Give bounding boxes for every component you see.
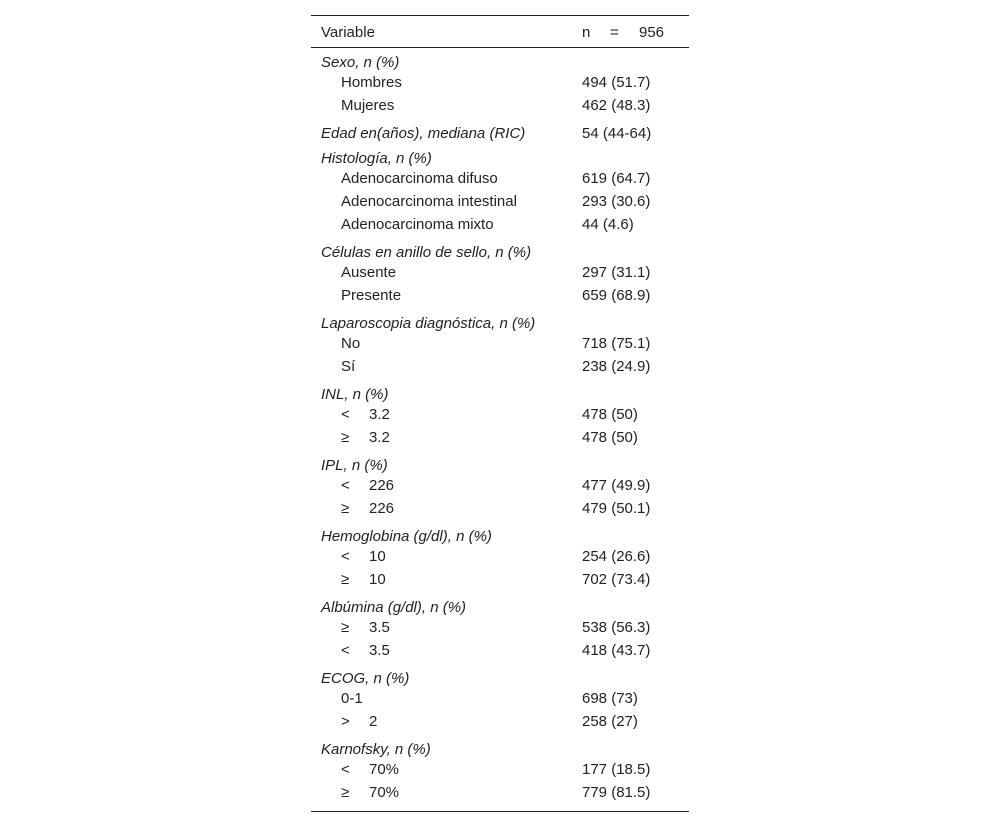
row-value: 254 (26.6) [582,548,651,565]
table-body [311,48,689,811]
table-group-row [311,119,689,144]
row-value: 479 (50.1) [582,500,651,517]
table-row [311,428,689,451]
comparison-symbol: < [341,761,350,778]
table-group-row [311,52,689,73]
group-label: Histología, n (%) [321,150,432,167]
table-row [311,641,689,664]
table-group-row [311,664,689,689]
row-value: 698 (73) [582,690,638,707]
table-row [311,689,689,712]
row-label: Ausente [341,264,397,281]
header-n-value: 956 [639,24,665,41]
table-row [311,783,689,806]
row-value: 494 (51.7) [582,74,651,91]
table-header [311,16,689,48]
table-group-row [311,593,689,618]
table-row [311,405,689,428]
table-group-row [311,451,689,476]
comparison-symbol: < [341,548,350,565]
group-label: Sexo, n (%) [321,54,400,71]
threshold-value: 2 [369,713,378,730]
row-value: 619 (64.7) [582,170,651,187]
row-label: Adenocarcinoma intestinal [341,193,517,210]
threshold-value: 3.5 [369,619,390,636]
threshold-value: 3.2 [369,406,390,423]
row-value: 702 (73.4) [582,571,651,588]
group-label: Células en anillo de sello, n (%) [321,244,532,261]
row-label: No [341,335,361,352]
threshold-value: 3.2 [369,429,390,446]
table-row [311,169,689,192]
data-table [311,15,689,812]
table-row [311,286,689,309]
row-label: Presente [341,287,402,304]
table-row [311,618,689,641]
comparison-symbol: > [341,713,350,730]
table-group-row [311,380,689,405]
table-row [311,192,689,215]
comparison-symbol: < [341,406,350,423]
threshold-value: 226 [369,477,395,494]
row-value: 297 (31.1) [582,264,651,281]
row-label: Adenocarcinoma difuso [341,170,498,187]
threshold-value: 10 [369,571,386,588]
table-group-row [311,522,689,547]
table-group-row [311,238,689,263]
table-row [311,215,689,238]
table-row [311,760,689,783]
group-label: Hemoglobina (g/dl), n (%) [321,528,492,545]
row-value: 462 (48.3) [582,97,651,114]
row-value: 478 (50) [582,406,638,423]
row-value: 44 (4.6) [582,216,634,233]
header-equals: = [610,24,619,41]
table-row [311,263,689,286]
row-value: 779 (81.5) [582,784,651,801]
group-label: Albúmina (g/dl), n (%) [321,599,467,616]
table-row [311,96,689,119]
group-label: INL, n (%) [321,386,389,403]
group-label: Laparoscopia diagnóstica, n (%) [321,315,536,332]
header-n-label: n [582,24,591,41]
row-value: 478 (50) [582,429,638,446]
group-label: Edad en(años), mediana (RIC) [321,125,526,142]
threshold-value: 226 [369,500,395,517]
threshold-value: 70% [369,784,400,801]
table-row [311,73,689,96]
row-value: 659 (68.9) [582,287,651,304]
header-variable: Variable [321,24,375,41]
threshold-value: 70% [369,761,400,778]
comparison-symbol: ≥ [341,571,350,588]
table-row [311,570,689,593]
table-row [311,499,689,522]
threshold-value: 10 [369,548,386,565]
row-value: 538 (56.3) [582,619,651,636]
row-label: Mujeres [341,97,395,114]
row-value: 477 (49.9) [582,477,651,494]
comparison-symbol: ≥ [341,784,350,801]
row-value: 718 (75.1) [582,335,651,352]
table-row [311,547,689,570]
row-label: Sí [341,358,356,375]
table-group-row [311,735,689,760]
comparison-symbol: < [341,477,350,494]
row-value: 177 (18.5) [582,761,651,778]
table-row [311,357,689,380]
row-label: 0-1 [341,690,363,707]
table-row [311,476,689,499]
table-row [311,712,689,735]
group-label: IPL, n (%) [321,457,388,474]
comparison-symbol: ≥ [341,429,350,446]
comparison-symbol: < [341,642,350,659]
table-group-row [311,144,689,169]
row-value: 258 (27) [582,713,638,730]
comparison-symbol: ≥ [341,500,350,517]
table-row [311,334,689,357]
row-value: 418 (43.7) [582,642,651,659]
row-label: Hombres [341,74,402,91]
row-label: Adenocarcinoma mixto [341,216,494,233]
row-value: 293 (30.6) [582,193,651,210]
row-value: 54 (44-64) [582,125,652,142]
group-label: Karnofsky, n (%) [321,741,431,758]
comparison-symbol: ≥ [341,619,350,636]
row-value: 238 (24.9) [582,358,651,375]
threshold-value: 3.5 [369,642,390,659]
table-group-row [311,309,689,334]
group-label: ECOG, n (%) [321,670,410,687]
